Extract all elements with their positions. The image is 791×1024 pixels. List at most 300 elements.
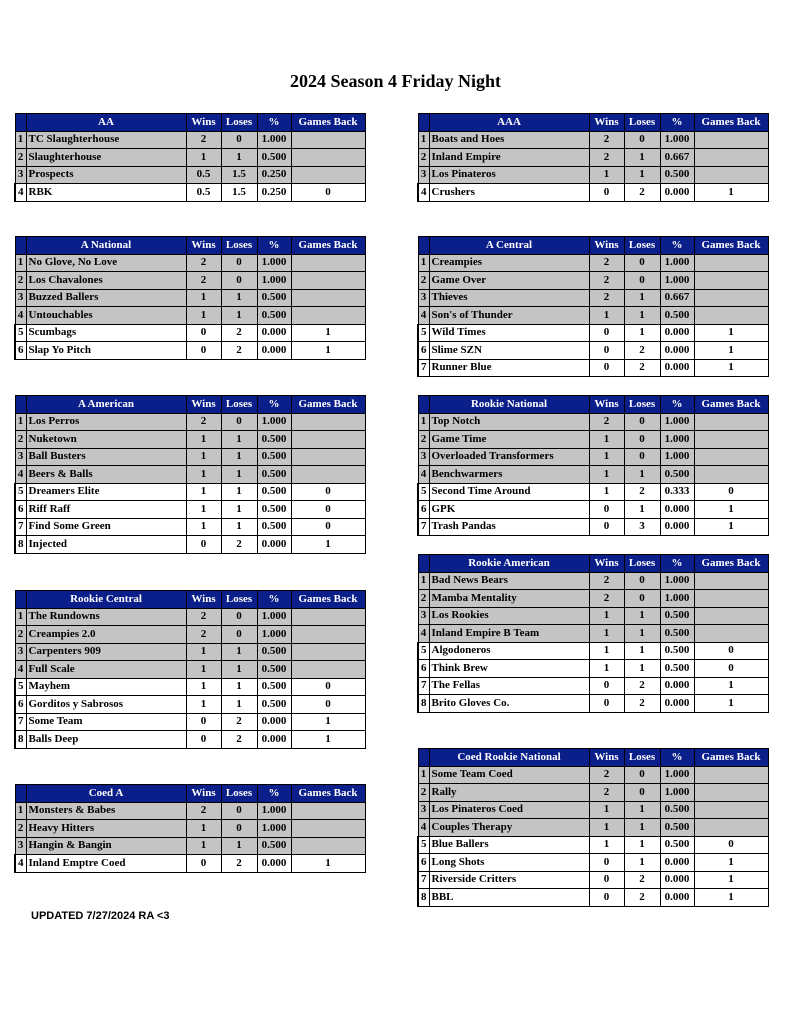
- wins: 0: [589, 501, 624, 519]
- team-name: Los Pinateros: [429, 166, 589, 184]
- rank: 3: [15, 166, 26, 184]
- table-row: [418, 307, 768, 325]
- games-back: 1: [694, 695, 768, 713]
- standings-table-aa: [14, 113, 366, 202]
- win-pct: 1.000: [257, 608, 291, 626]
- team-name: RBK: [26, 184, 186, 202]
- win-pct: 1.000: [660, 272, 694, 290]
- table-row: [15, 413, 365, 431]
- standings-table-a-american: [14, 395, 366, 554]
- games-back: 0: [291, 696, 365, 714]
- games-back: [694, 607, 768, 625]
- loses: 2: [624, 359, 660, 377]
- wins: 1: [589, 307, 624, 325]
- win-pct: 1.000: [660, 766, 694, 784]
- loses: 0: [624, 272, 660, 290]
- win-pct: 0.500: [257, 696, 291, 714]
- win-pct: 0.000: [660, 184, 694, 202]
- win-pct: 0.000: [660, 342, 694, 360]
- games-back: [694, 289, 768, 307]
- games-back: [694, 766, 768, 784]
- win-pct: 0.000: [257, 855, 291, 873]
- games-back: 1: [694, 871, 768, 889]
- wins: 2: [589, 413, 624, 431]
- win-pct: 0.667: [660, 289, 694, 307]
- win-pct: 0.500: [257, 431, 291, 449]
- win-pct: 1.000: [257, 802, 291, 820]
- team-name: Carpenters 909: [26, 643, 186, 661]
- table-header: [15, 114, 365, 132]
- games-back: [291, 626, 365, 644]
- header-loses: Loses: [221, 114, 257, 132]
- rank: 7: [15, 518, 26, 536]
- rank: 6: [418, 501, 429, 519]
- rank: 6: [418, 660, 429, 678]
- wins: 1: [186, 431, 221, 449]
- table-row: [15, 149, 365, 167]
- wins: 1: [186, 501, 221, 519]
- header-rank: [15, 785, 26, 803]
- loses: 1: [624, 642, 660, 660]
- table-header: [418, 114, 768, 132]
- games-back: [694, 572, 768, 590]
- win-pct: 0.500: [257, 483, 291, 501]
- rank: 4: [418, 466, 429, 484]
- team-name: The Fellas: [429, 677, 589, 695]
- loses: 0: [624, 413, 660, 431]
- rank: 5: [15, 324, 26, 342]
- team-name: Riff Raff: [26, 501, 186, 519]
- team-name: Ball Busters: [26, 448, 186, 466]
- table-row: [418, 695, 768, 713]
- games-back: 1: [694, 359, 768, 377]
- wins: 1: [589, 431, 624, 449]
- team-name: Untouchables: [26, 307, 186, 325]
- loses: 2: [221, 536, 257, 554]
- loses: 1: [624, 501, 660, 519]
- win-pct: 1.000: [660, 131, 694, 149]
- rank: 3: [15, 643, 26, 661]
- win-pct: 1.000: [257, 626, 291, 644]
- team-name: Couples Therapy: [429, 819, 589, 837]
- team-name: Hangin & Bangin: [26, 837, 186, 855]
- loses: 0: [221, 131, 257, 149]
- loses: 1: [221, 661, 257, 679]
- loses: 1: [221, 643, 257, 661]
- rank: 2: [15, 272, 26, 290]
- win-pct: 1.000: [257, 254, 291, 272]
- games-back: [694, 784, 768, 802]
- division-name: Rookie American: [429, 555, 589, 573]
- wins: 1: [186, 820, 221, 838]
- rank: 4: [15, 307, 26, 325]
- games-back: 0: [291, 184, 365, 202]
- rank: 2: [418, 272, 429, 290]
- loses: 0: [221, 608, 257, 626]
- header-wins: Wins: [186, 114, 221, 132]
- table-row: [418, 289, 768, 307]
- team-name: Game Over: [429, 272, 589, 290]
- table-row: [15, 254, 365, 272]
- games-back: 1: [291, 713, 365, 731]
- loses: 1: [624, 625, 660, 643]
- team-name: Rally: [429, 784, 589, 802]
- win-pct: 0.500: [660, 466, 694, 484]
- loses: 0: [624, 766, 660, 784]
- team-name: Heavy Hitters: [26, 820, 186, 838]
- rank: 4: [15, 855, 26, 873]
- loses: 2: [624, 695, 660, 713]
- games-back: 1: [694, 324, 768, 342]
- games-back: [694, 166, 768, 184]
- win-pct: 0.000: [257, 536, 291, 554]
- header-games-back: Games Back: [291, 237, 365, 255]
- win-pct: 0.000: [660, 871, 694, 889]
- table-row: [418, 483, 768, 501]
- games-back: [694, 254, 768, 272]
- games-back: 0: [291, 518, 365, 536]
- rank: 7: [418, 871, 429, 889]
- loses: 2: [221, 731, 257, 749]
- table-row: [15, 466, 365, 484]
- win-pct: 0.500: [257, 837, 291, 855]
- loses: 0: [624, 590, 660, 608]
- rank: 1: [15, 131, 26, 149]
- team-name: Top Notch: [429, 413, 589, 431]
- wins: 0: [186, 855, 221, 873]
- header-loses: Loses: [624, 114, 660, 132]
- table-row: [15, 802, 365, 820]
- team-name: The Rundowns: [26, 608, 186, 626]
- team-name: Injected: [26, 536, 186, 554]
- table-row: [418, 431, 768, 449]
- team-name: Think Brew: [429, 660, 589, 678]
- table-row: [15, 483, 365, 501]
- wins: 1: [186, 678, 221, 696]
- win-pct: 0.667: [660, 149, 694, 167]
- table-row: [15, 448, 365, 466]
- table-row: [418, 871, 768, 889]
- loses: 0: [624, 431, 660, 449]
- header-rank: [418, 396, 429, 414]
- table-row: [418, 166, 768, 184]
- games-back: 1: [291, 324, 365, 342]
- games-back: [291, 307, 365, 325]
- win-pct: 0.500: [660, 307, 694, 325]
- rank: 8: [418, 695, 429, 713]
- wins: 1: [186, 837, 221, 855]
- wins: 2: [186, 413, 221, 431]
- header-pct: %: [660, 555, 694, 573]
- header-pct: %: [257, 237, 291, 255]
- table-row: [418, 677, 768, 695]
- rank: 8: [15, 731, 26, 749]
- win-pct: 0.000: [660, 518, 694, 536]
- loses: 1.5: [221, 166, 257, 184]
- rank: 7: [418, 677, 429, 695]
- games-back: [291, 608, 365, 626]
- division-name: Rookie Central: [26, 591, 186, 609]
- rank: 1: [418, 572, 429, 590]
- loses: 2: [221, 324, 257, 342]
- table-row: [418, 607, 768, 625]
- win-pct: 0.000: [257, 731, 291, 749]
- header-pct: %: [257, 396, 291, 414]
- header-pct: %: [660, 749, 694, 767]
- games-back: [694, 149, 768, 167]
- team-name: Gorditos y Sabrosos: [26, 696, 186, 714]
- loses: 0: [624, 254, 660, 272]
- rank: 1: [15, 413, 26, 431]
- rank: 7: [418, 518, 429, 536]
- wins: 2: [589, 766, 624, 784]
- win-pct: 0.500: [660, 607, 694, 625]
- rank: 3: [418, 801, 429, 819]
- wins: 1: [186, 307, 221, 325]
- win-pct: 1.000: [257, 131, 291, 149]
- games-back: [291, 448, 365, 466]
- header-rank: [15, 237, 26, 255]
- rank: 7: [418, 359, 429, 377]
- table-row: [418, 501, 768, 519]
- rank: 3: [418, 289, 429, 307]
- games-back: [291, 149, 365, 167]
- table-header: [418, 749, 768, 767]
- games-back: [291, 820, 365, 838]
- table-row: [15, 307, 365, 325]
- wins: 0: [589, 184, 624, 202]
- header-games-back: Games Back: [694, 396, 768, 414]
- table-row: [418, 819, 768, 837]
- table-row: [418, 466, 768, 484]
- loses: 1: [221, 678, 257, 696]
- win-pct: 0.500: [257, 643, 291, 661]
- rank: 6: [418, 342, 429, 360]
- table-row: [418, 801, 768, 819]
- win-pct: 0.500: [660, 625, 694, 643]
- games-back: 1: [694, 889, 768, 907]
- team-name: Buzzed Ballers: [26, 289, 186, 307]
- table-row: [418, 660, 768, 678]
- games-back: 0: [694, 642, 768, 660]
- games-back: [291, 254, 365, 272]
- loses: 0: [221, 802, 257, 820]
- team-name: Nuketown: [26, 431, 186, 449]
- loses: 1: [221, 466, 257, 484]
- team-name: Game Time: [429, 431, 589, 449]
- table-row: [418, 889, 768, 907]
- wins: 1: [186, 483, 221, 501]
- games-back: 1: [291, 342, 365, 360]
- table-row: [418, 572, 768, 590]
- win-pct: 1.000: [660, 784, 694, 802]
- table-row: [418, 642, 768, 660]
- rank: 3: [15, 289, 26, 307]
- table-row: [418, 254, 768, 272]
- games-back: [291, 166, 365, 184]
- games-back: [694, 590, 768, 608]
- win-pct: 1.000: [257, 820, 291, 838]
- wins: 2: [589, 572, 624, 590]
- rank: 6: [15, 342, 26, 360]
- team-name: Slap Yo Pitch: [26, 342, 186, 360]
- table-row: [418, 324, 768, 342]
- win-pct: 0.500: [257, 466, 291, 484]
- table-row: [15, 518, 365, 536]
- games-back: [694, 448, 768, 466]
- wins: 2: [589, 590, 624, 608]
- division-name: AAA: [429, 114, 589, 132]
- table-row: [15, 661, 365, 679]
- team-name: Los Chavalones: [26, 272, 186, 290]
- team-name: Dreamers Elite: [26, 483, 186, 501]
- win-pct: 1.000: [660, 572, 694, 590]
- standings-table-rookie-american: [417, 554, 769, 713]
- rank: 2: [15, 431, 26, 449]
- win-pct: 0.000: [660, 501, 694, 519]
- table-row: [15, 536, 365, 554]
- wins: 1: [589, 801, 624, 819]
- team-name: Riverside Critters: [429, 871, 589, 889]
- loses: 0: [221, 272, 257, 290]
- win-pct: 0.000: [660, 677, 694, 695]
- rank: 1: [418, 413, 429, 431]
- header-wins: Wins: [589, 749, 624, 767]
- standings-table-a-national: [14, 236, 366, 360]
- rank: 8: [418, 889, 429, 907]
- games-back: 1: [291, 731, 365, 749]
- rank: 4: [418, 307, 429, 325]
- win-pct: 0.500: [660, 819, 694, 837]
- header-rank: [15, 591, 26, 609]
- header-games-back: Games Back: [694, 237, 768, 255]
- table-row: [15, 678, 365, 696]
- win-pct: 0.250: [257, 166, 291, 184]
- rank: 3: [15, 448, 26, 466]
- loses: 1: [624, 660, 660, 678]
- table-header: [15, 591, 365, 609]
- header-rank: [15, 396, 26, 414]
- table-row: [418, 854, 768, 872]
- header-pct: %: [660, 237, 694, 255]
- loses: 1: [221, 431, 257, 449]
- header-loses: Loses: [221, 591, 257, 609]
- loses: 1: [221, 696, 257, 714]
- table-row: [15, 713, 365, 731]
- win-pct: 0.500: [660, 836, 694, 854]
- header-loses: Loses: [221, 785, 257, 803]
- table-header: [418, 237, 768, 255]
- wins: 2: [186, 272, 221, 290]
- header-pct: %: [257, 114, 291, 132]
- table-row: [418, 413, 768, 431]
- team-name: Second Time Around: [429, 483, 589, 501]
- loses: 0: [221, 254, 257, 272]
- wins: 1: [186, 289, 221, 307]
- loses: 1: [221, 483, 257, 501]
- rank: 1: [15, 802, 26, 820]
- rank: 2: [15, 820, 26, 838]
- games-back: [291, 431, 365, 449]
- wins: 0: [589, 518, 624, 536]
- loses: 2: [624, 483, 660, 501]
- team-name: No Glove, No Love: [26, 254, 186, 272]
- loses: 1: [221, 518, 257, 536]
- table-row: [15, 626, 365, 644]
- win-pct: 0.000: [660, 889, 694, 907]
- table-header: [418, 396, 768, 414]
- table-row: [418, 448, 768, 466]
- games-back: 1: [694, 184, 768, 202]
- win-pct: 0.500: [257, 501, 291, 519]
- wins: 1: [589, 625, 624, 643]
- wins: 0: [589, 359, 624, 377]
- updated-note: UPDATED 7/27/2024 RA <3: [31, 910, 170, 922]
- header-loses: Loses: [624, 749, 660, 767]
- wins: 1: [186, 696, 221, 714]
- header-pct: %: [660, 114, 694, 132]
- rank: 8: [15, 536, 26, 554]
- loses: 2: [624, 677, 660, 695]
- wins: 2: [589, 784, 624, 802]
- division-name: A American: [26, 396, 186, 414]
- wins: 0: [589, 889, 624, 907]
- header-games-back: Games Back: [694, 749, 768, 767]
- table-header: [15, 396, 365, 414]
- table-row: [418, 518, 768, 536]
- loses: 1: [624, 149, 660, 167]
- standings-table-rookie-national: [417, 395, 769, 536]
- wins: 0: [589, 324, 624, 342]
- header-rank: [15, 114, 26, 132]
- rank: 6: [418, 854, 429, 872]
- team-name: Boats and Hoes: [429, 131, 589, 149]
- win-pct: 0.000: [660, 359, 694, 377]
- wins: 2: [186, 802, 221, 820]
- header-games-back: Games Back: [291, 396, 365, 414]
- wins: 0: [589, 854, 624, 872]
- division-name: Coed A: [26, 785, 186, 803]
- wins: 2: [186, 608, 221, 626]
- header-games-back: Games Back: [291, 591, 365, 609]
- games-back: 1: [291, 855, 365, 873]
- table-row: [418, 272, 768, 290]
- wins: 1: [589, 466, 624, 484]
- win-pct: 0.250: [257, 184, 291, 202]
- wins: 2: [589, 131, 624, 149]
- games-back: [694, 413, 768, 431]
- header-loses: Loses: [221, 237, 257, 255]
- games-back: [291, 661, 365, 679]
- wins: 0: [589, 871, 624, 889]
- loses: 1: [624, 307, 660, 325]
- table-row: [418, 149, 768, 167]
- rank: 5: [418, 324, 429, 342]
- games-back: [694, 272, 768, 290]
- wins: 1: [589, 483, 624, 501]
- standings-table-coed-a: [14, 784, 366, 873]
- team-name: Overloaded Transformers: [429, 448, 589, 466]
- division-name: AA: [26, 114, 186, 132]
- header-wins: Wins: [589, 555, 624, 573]
- games-back: [694, 131, 768, 149]
- table-header: [15, 785, 365, 803]
- wins: 0.5: [186, 166, 221, 184]
- team-name: Wild Times: [429, 324, 589, 342]
- header-wins: Wins: [186, 591, 221, 609]
- wins: 2: [589, 289, 624, 307]
- header-rank: [418, 237, 429, 255]
